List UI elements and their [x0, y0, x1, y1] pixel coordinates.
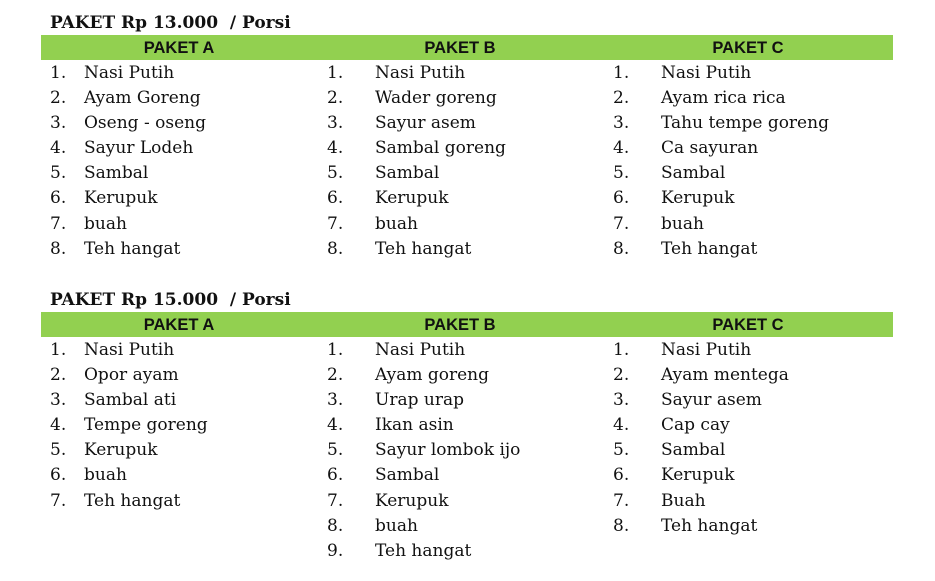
list-item: 2. Ayam goreng	[327, 365, 489, 386]
package-c-header: PAKET C	[712, 39, 784, 57]
list-item: 6. Kerupuk	[327, 188, 449, 209]
list-item: 2. Wader goreng	[327, 88, 497, 109]
list-item: 9. Teh hangat	[327, 540, 472, 561]
package-b-header: PAKET B	[424, 316, 496, 334]
list-item: 6. Kerupuk	[50, 188, 158, 209]
package-a-header: PAKET A	[143, 316, 215, 334]
package-c-list	[613, 338, 893, 539]
list-item: 8. Teh hangat	[327, 238, 472, 259]
list-item: 1. Nasi Putih	[613, 340, 752, 360]
list-item: 6. Kerupuk	[613, 188, 735, 209]
list-item: 2. Ayam rica rica	[613, 88, 786, 109]
package-b-list	[327, 61, 587, 262]
list-item: 4. Ca sayuran	[613, 138, 759, 159]
list-item: 7. buah	[613, 213, 704, 234]
list-item: 2. Ayam Goreng	[50, 88, 201, 109]
list-item: 3. Tahu tempe goreng	[613, 113, 829, 134]
list-item: 5. Kerupuk	[50, 440, 158, 461]
list-item: 1. Nasi Putih	[613, 63, 752, 83]
list-item: 8. Teh hangat	[613, 238, 758, 259]
list-item: 7. buah	[327, 213, 418, 234]
list-item: 3. Urap urap	[327, 390, 464, 411]
list-item: 8. Teh hangat	[613, 515, 758, 536]
list-item: 1. Nasi Putih	[327, 63, 466, 83]
list-item: 3. Oseng - oseng	[50, 113, 206, 134]
package-c-header: PAKET C	[712, 316, 784, 334]
list-item: 1. Nasi Putih	[50, 340, 175, 360]
list-item: 3. Sayur asem	[613, 390, 762, 411]
section-title: PAKET Rp 13.000 / Porsi	[50, 13, 291, 33]
list-item: 4. Tempe goreng	[50, 415, 208, 436]
package-c-list	[613, 61, 893, 262]
list-item: 5. Sambal	[50, 163, 149, 184]
package-a-header: PAKET A	[143, 39, 215, 57]
package-b-list	[327, 338, 587, 564]
section-title: PAKET Rp 15.000 / Porsi	[50, 290, 291, 310]
list-item: 5. Sambal	[613, 163, 726, 184]
list-item: 7. buah	[50, 213, 127, 234]
list-item: 3. Sayur asem	[327, 113, 476, 134]
package-a-list	[50, 338, 300, 514]
list-item: 3. Sambal ati	[50, 390, 177, 411]
list-item: 7. Buah	[613, 490, 706, 511]
list-item: 1. Nasi Putih	[50, 63, 175, 83]
list-item: 4. Ikan asin	[327, 415, 454, 436]
list-item: 5. Sambal	[613, 440, 726, 461]
list-item: 4. Sambal goreng	[327, 138, 506, 159]
package-b-header: PAKET B	[424, 39, 496, 57]
list-item: 8. Teh hangat	[50, 238, 181, 259]
list-item: 4. Sayur Lodeh	[50, 138, 194, 159]
list-item: 5. Sambal	[327, 163, 440, 184]
list-item: 2. Opor ayam	[50, 365, 179, 386]
package-a-list	[50, 61, 300, 262]
list-item: 2. Ayam mentega	[613, 365, 789, 386]
package-header-bar	[41, 35, 893, 60]
list-item: 7. Kerupuk	[327, 490, 449, 511]
package-header-bar	[41, 312, 893, 337]
list-item: 6. Sambal	[327, 465, 440, 486]
list-item: 6. buah	[50, 465, 127, 486]
list-item: 7. Teh hangat	[50, 490, 181, 511]
list-item: 8. buah	[327, 515, 418, 536]
list-item: 5. Sayur lombok ijo	[327, 440, 521, 461]
list-item: 1. Nasi Putih	[327, 340, 466, 360]
list-item: 4. Cap cay	[613, 415, 730, 436]
list-item: 6. Kerupuk	[613, 465, 735, 486]
